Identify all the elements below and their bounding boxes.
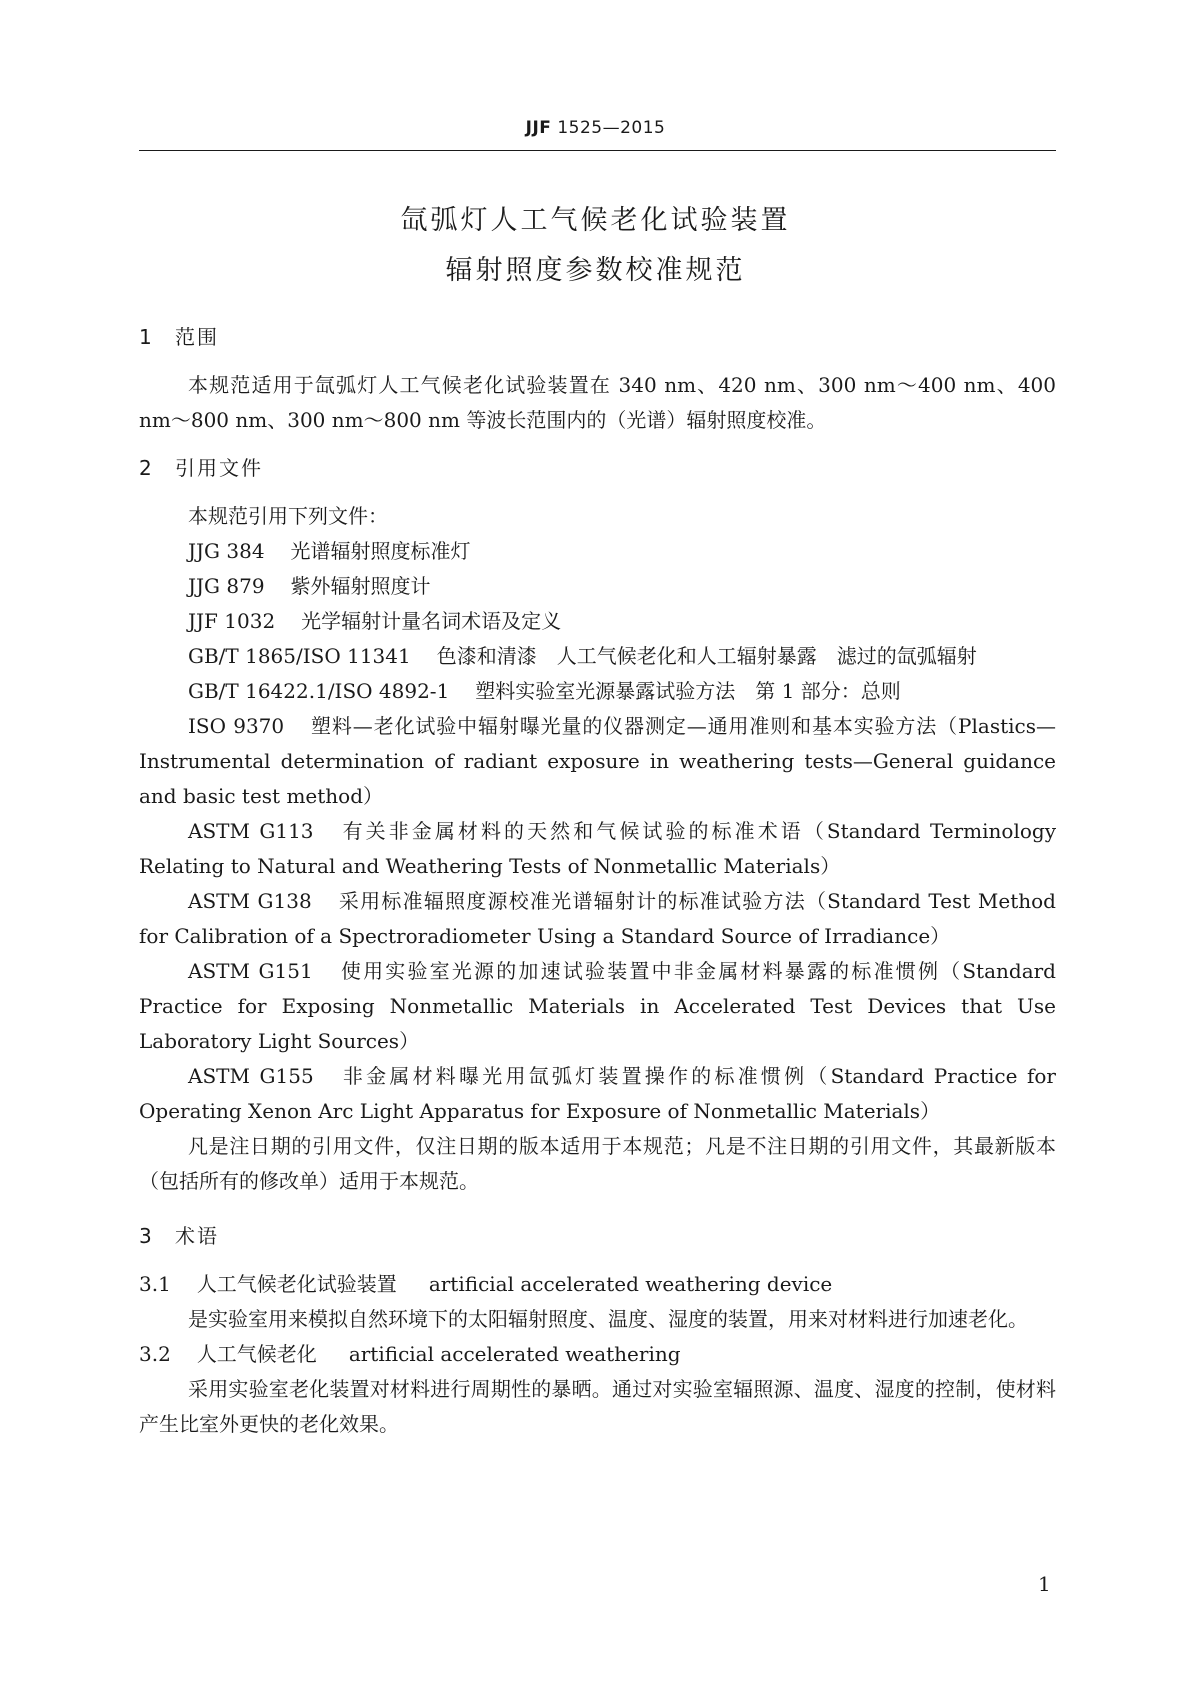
reference-item (139, 534, 1056, 569)
section-title: 范围 (175, 325, 219, 349)
reference-text: 使用实验室光源的加速试验装置中非金属材料暴露的标准惯例（Standard Practice for Exposing Nonmetallic Materials in Accelerated Test Devices that Use Laboratory Light Sources） (139, 959, 1056, 1053)
reference-item (139, 569, 1056, 604)
reference-code: JJF 1032 (188, 609, 276, 633)
term-definition: 采用实验室老化装置对材料进行周期性的暴晒。通过对实验室辐照源、温度、湿度的控制，使材料产生比室外更快的老化效果。 (139, 1377, 1056, 1436)
section-title: 术语 (175, 1224, 219, 1248)
term-definition: 是实验室用来模拟自然环境下的太阳辐射照度、温度、湿度的装置，用来对材料进行加速老化。 (188, 1307, 1028, 1331)
reference-item (139, 1059, 1056, 1129)
reference-code: GB/T 16422.1/ISO 4892-1 (188, 679, 450, 703)
standard-number: 1525—2015 (557, 118, 666, 138)
references-intro: 本规范引用下列文件： (188, 504, 388, 528)
running-header (0, 118, 1191, 138)
section-1-heading (139, 320, 1056, 355)
reference-code: ASTM G155 (188, 1064, 314, 1088)
reference-item (139, 604, 1056, 639)
term-en: artificial accelerated weathering device (428, 1272, 833, 1296)
term-zh: 人工气候老化试验装置 (196, 1272, 397, 1296)
term-zh: 人工气候老化 (196, 1342, 317, 1366)
reference-code: ASTM G113 (188, 819, 314, 843)
scope-paragraph: 本规范适用于氙弧灯人工气候老化试验装置在 340 nm、420 nm、300 nm～400 nm、400 nm～800 nm、300 nm～800 nm 等波长范围内的（光谱）辐射照度校准。 (139, 373, 1056, 432)
reference-text: 色漆和清漆 人工气候老化和人工辐射暴露 滤过的氙弧辐射 (436, 644, 977, 668)
document-title (0, 196, 1191, 296)
title-line-1: 氙弧灯人工气候老化试验装置 (400, 205, 791, 236)
section-title: 引用文件 (175, 456, 263, 480)
reference-item (139, 639, 1056, 674)
reference-item (139, 709, 1056, 814)
reference-code: JJG 879 (188, 574, 265, 598)
reference-item (139, 814, 1056, 884)
reference-item (139, 884, 1056, 954)
reference-item (139, 674, 1056, 709)
reference-item (139, 954, 1056, 1059)
reference-code: ISO 9370 (188, 714, 285, 738)
section-3-heading (139, 1219, 1056, 1254)
header-rule (139, 150, 1056, 151)
section-2-heading (139, 451, 1056, 486)
section-number: 1 (139, 325, 152, 349)
reference-text: 采用标准辐照度源校准光谱辐射计的标准试验方法（Standard Test Method for Calibration of a Spectroradiometer Using a Standard Source of Irradiance） (139, 889, 1056, 948)
reference-code: JJG 384 (188, 539, 265, 563)
reference-text: 紫外辐射照度计 (290, 574, 431, 598)
references-closing: 凡是注日期的引用文件，仅注日期的版本适用于本规范；凡是不注日期的引用文件，其最新版本（包括所有的修改单）适用于本规范。 (139, 1134, 1056, 1193)
reference-text: 光谱辐射照度标准灯 (290, 539, 471, 563)
reference-code: ASTM G151 (188, 959, 313, 983)
term-en: artificial accelerated weathering (348, 1342, 681, 1366)
reference-text: 塑料实验室光源暴露试验方法 第 1 部分：总则 (475, 679, 901, 703)
term-heading (139, 1337, 1056, 1372)
reference-text: 非金属材料曝光用氙弧灯装置操作的标准惯例（Standard Practice for Operating Xenon Arc Light Apparatus for Exposure of Nonmetallic Materials） (139, 1064, 1056, 1123)
document-body (139, 320, 1056, 1442)
title-line-2: 辐射照度参数校准规范 (445, 255, 746, 286)
section-number: 3 (139, 1224, 152, 1248)
page-number: 1 (1038, 1572, 1051, 1596)
reference-text: 塑料—老化试验中辐射曝光量的仪器测定—通用准则和基本实验方法（Plastics—Instrumental determination of radiant exposure in weathering tests—General guidance and basic test method） (139, 714, 1056, 808)
term-number: 3.1 (139, 1272, 171, 1296)
term-number: 3.2 (139, 1342, 171, 1366)
reference-text: 光学辐射计量名词术语及定义 (301, 609, 562, 633)
reference-code: ASTM G138 (188, 889, 312, 913)
reference-text: 有关非金属材料的天然和气候试验的标准术语（Standard Terminology Relating to Natural and Weathering Tests of Nonmetallic Materials） (139, 819, 1056, 878)
term-heading (139, 1267, 1056, 1302)
standard-code: JJF (525, 118, 552, 138)
section-number: 2 (139, 456, 152, 480)
reference-code: GB/T 1865/ISO 11341 (188, 644, 411, 668)
